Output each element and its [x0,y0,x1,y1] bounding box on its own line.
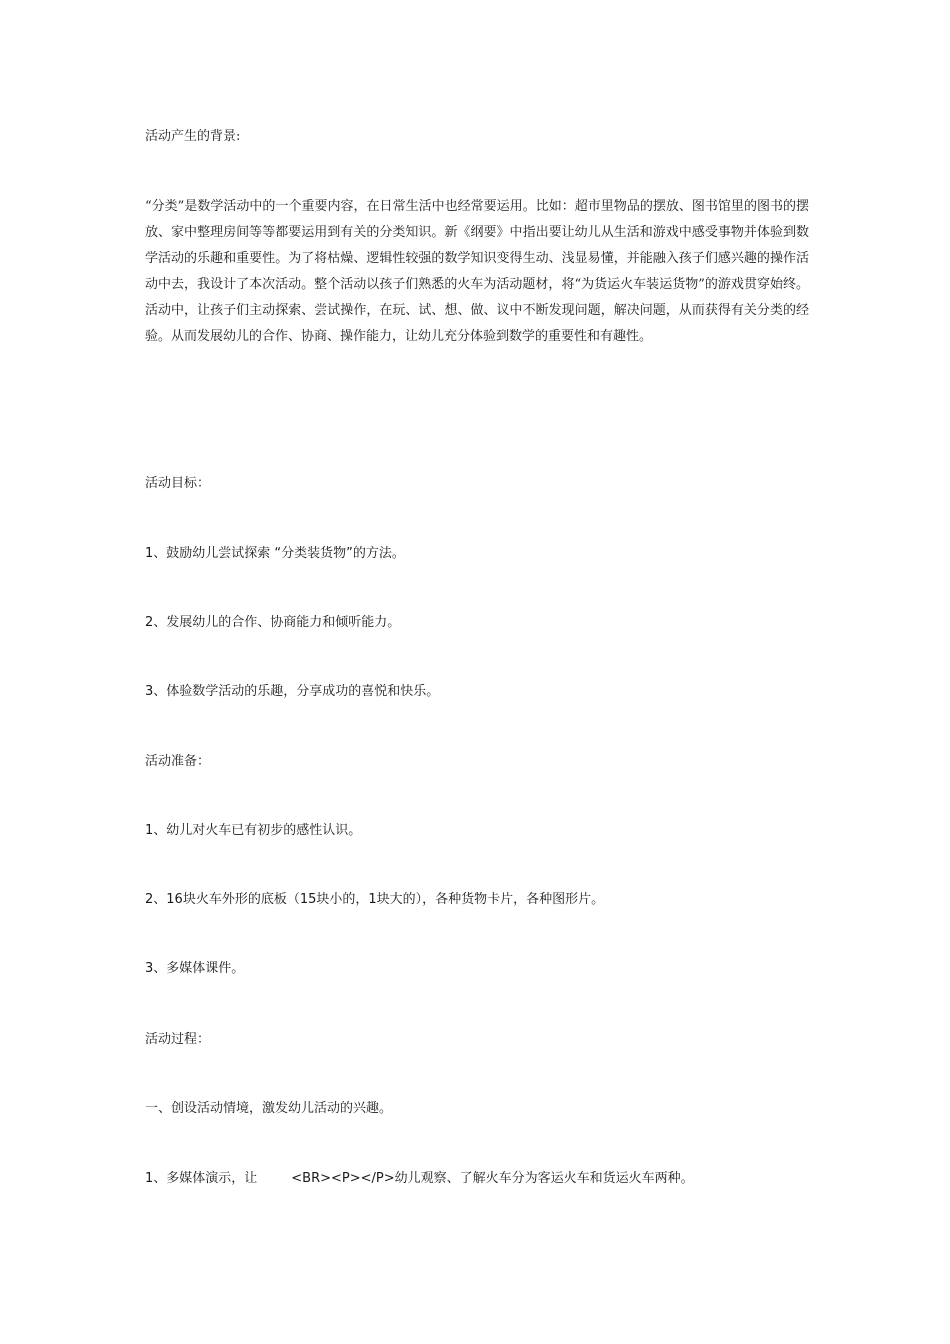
process-heading: 活动过程： [145,1032,211,1047]
process-item-1-start: 1、多媒体演示，让 [145,1171,258,1186]
goal-item-3: 3、体验数学活动的乐趣，分享成功的喜悦和快乐。 [145,684,440,699]
goal-item-2: 2、发展幼儿的合作、协商能力和倾听能力。 [145,615,401,630]
process-item-1-code: <BR><P></P> [291,1171,395,1186]
goal-item-1: 1、鼓励幼儿尝试探索 “分类装货物”的方法。 [145,546,405,561]
goals-heading: 活动目标： [145,476,211,491]
process-item-1-end: 幼儿观察、了解火车分为客运火车和货运火车两种。 [394,1171,694,1186]
process-step-1: 一、创设活动情境，激发幼儿活动的兴趣。 [145,1101,393,1116]
background-paragraph: “分类”是数学活动中的一个重要内容，在日常生活中也经常要运用。比如：超市里物品的摆放、图书馆里的图书的摆放、家中整理房间等等都要运用到有关的分类知识。新《纲要》中指出要让幼儿从生活和游戏中感受事物并体验到数学活动的乐趣和重要性。为了将枯燥、逻辑性较强的数学知识变得生动、浅显易懂，并能融入孩子们感兴趣的操作活动中去，我设计了本次活动。整个活动以孩子们熟悉的火车为活动题材，将“为货运火车装运货物”的游戏贯穿始终。活动中，让孩子们主动探索、尝试操作，在玩、试、想、做、议中不断发现问题，解决问题，从而获得有关分类的经验。从而发展幼儿的合作、协商、操作能力，让幼儿充分体验到数学的重要性和有趣性。 [145,199,809,344]
process-item-1 [145,1169,694,1189]
prep-item-2: 2、16块火车外形的底板（15块小的，1块大的），各种货物卡片，各种图形片。 [145,892,605,907]
prep-heading: 活动准备： [145,754,211,769]
prep-item-3: 3、多媒体课件。 [145,961,245,976]
background-heading: 活动产生的背景: [145,129,241,144]
prep-item-1: 1、幼儿对火车已有初步的感性认识。 [145,823,362,838]
